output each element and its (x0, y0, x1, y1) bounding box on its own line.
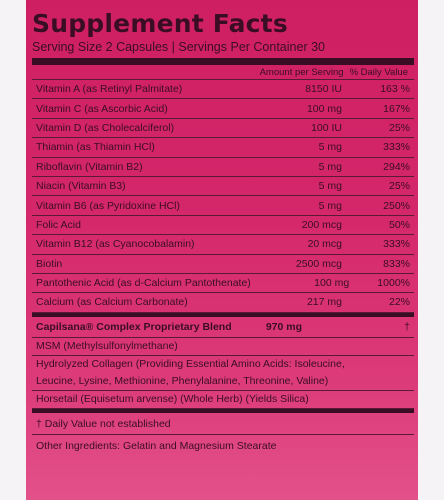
blend-ingredient-horsetail: Horsetail (Equisetum arvense) (Whole Herb) (Yields Silica) (36, 393, 309, 406)
blend-ingredient-row (32, 356, 414, 373)
footnote: † Daily Value not established (32, 413, 414, 435)
blend-ingredient-row (32, 338, 414, 356)
nutrient-name: Riboflavin (Vitamin B2) (36, 160, 143, 173)
nutrient-row (32, 196, 414, 215)
blend-row (32, 317, 414, 338)
nutrient-amount: 8150 IU (305, 83, 342, 96)
nutrient-dv: 333% (383, 141, 410, 154)
nutrient-amount: 5 mg (318, 180, 342, 193)
blend-ingredient-collagen-cont: Leucine, Lysine, Methionine, Phenylalanine, Threonine, Valine) (36, 375, 329, 388)
nutrient-dv: 22% (388, 296, 410, 309)
nutrient-amount: 100 IU (311, 121, 342, 134)
nutrient-row (32, 293, 414, 312)
nutrient-name: Thiamin (as Thiamin HCl) (36, 141, 155, 154)
nutrient-row (32, 119, 414, 138)
nutrient-row (32, 235, 414, 254)
nutrient-name: Vitamin C (as Ascorbic Acid) (36, 102, 168, 115)
nutrient-row (32, 99, 414, 118)
nutrient-name: Niacin (Vitamin B3) (36, 180, 126, 193)
thick-divider (32, 58, 414, 65)
nutrient-dv: 167% (383, 102, 410, 115)
nutrient-name: Calcium (as Calcium Carbonate) (36, 296, 188, 309)
nutrient-dv: 50% (388, 218, 410, 231)
blend-ingredient-row (32, 373, 414, 391)
nutrient-amount: 100 mg (306, 102, 342, 115)
nutrient-row (32, 177, 414, 196)
nutrient-list (32, 80, 414, 313)
nutrient-row (32, 138, 414, 157)
nutrient-amount: 100 mg (314, 277, 350, 290)
nutrient-amount: 2500 mcg (295, 257, 342, 270)
nutrient-dv: 25% (388, 180, 410, 193)
nutrient-name: Folic Acid (36, 218, 81, 231)
blend-ingredient-row (32, 391, 414, 409)
nutrient-dv: 294% (383, 160, 410, 173)
column-header-row (32, 65, 414, 80)
nutrient-dv: 25% (388, 121, 410, 134)
nutrient-row (32, 216, 414, 235)
dv-column-header: % Daily Value (349, 66, 408, 78)
nutrient-name: Pantothenic Acid (as d-Calcium Pantothenate) (36, 277, 251, 290)
blend-ingredient-collagen: Hydrolyzed Collagen (Providing Essential Amino Acids: Isoleucine, (36, 358, 345, 371)
nutrient-amount: 5 mg (318, 160, 342, 173)
nutrient-dv: 1000% (377, 277, 410, 290)
supplement-facts-panel (26, 0, 418, 500)
nutrient-amount: 20 mcg (307, 238, 342, 251)
blend-name: Capilsana® Complex Proprietary Blend (36, 320, 232, 333)
nutrient-name: Vitamin B6 (as Pyridoxine HCl) (36, 199, 180, 212)
nutrient-row (32, 274, 414, 293)
nutrient-dv: 333% (383, 238, 410, 251)
blend-dv: † (404, 320, 410, 333)
nutrient-name: Vitamin B12 (as Cyanocobalamin) (36, 238, 195, 251)
nutrient-amount: 217 mg (306, 296, 342, 309)
nutrient-name: Vitamin D (as Cholecalciferol) (36, 121, 175, 134)
panel-title: Supplement Facts (32, 9, 288, 38)
blend-amount: 970 mg (265, 320, 302, 333)
nutrient-amount: 5 mg (318, 141, 342, 154)
nutrient-dv: 163 % (380, 83, 410, 96)
nutrient-amount: 200 mcg (301, 218, 342, 231)
nutrient-amount: 5 mg (318, 199, 342, 212)
serving-info: Serving Size 2 Capsules | Servings Per Container 30 (32, 40, 325, 54)
amount-column-header: Amount per Serving (259, 66, 344, 78)
other-ingredients: Other Ingredients: Gelatin and Magnesium Stearate (36, 439, 277, 452)
nutrient-row (32, 80, 414, 99)
nutrient-row (32, 255, 414, 274)
nutrient-dv: 833% (383, 257, 410, 270)
blend-ingredient-msm: MSM (Methylsulfonylmethane) (36, 340, 178, 353)
nutrient-name: Biotin (36, 257, 63, 270)
nutrient-dv: 250% (383, 199, 410, 212)
nutrient-row (32, 158, 414, 177)
nutrient-name: Vitamin A (as Retinyl Palmitate) (36, 83, 183, 96)
